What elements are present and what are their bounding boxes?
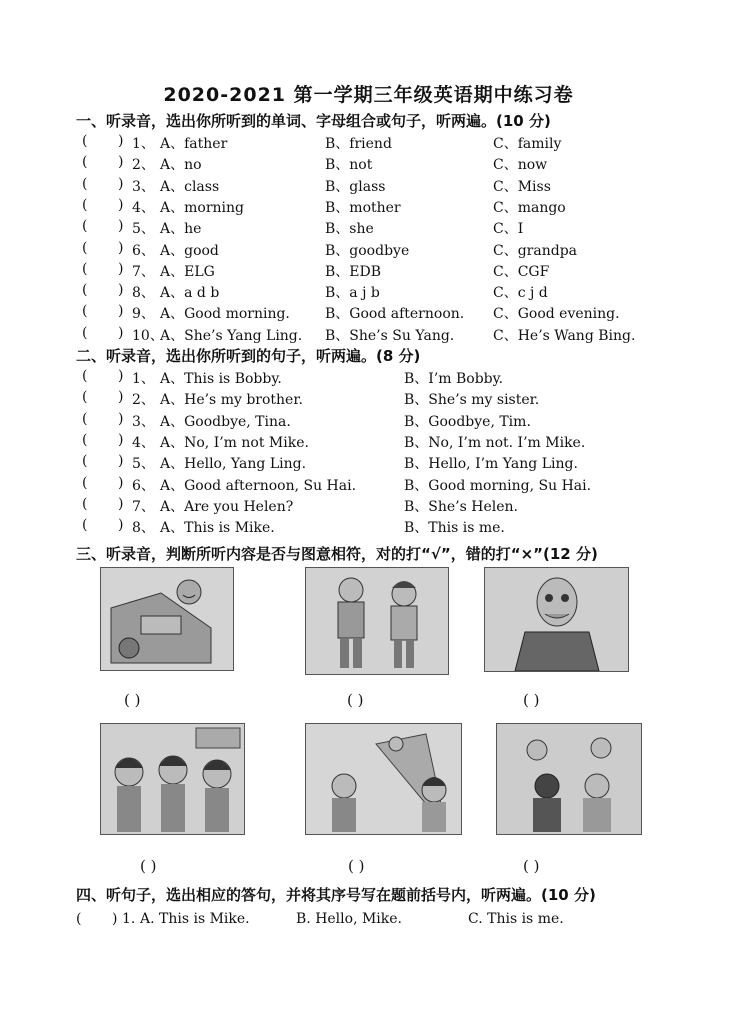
option-b: B、friend [325,136,392,152]
question-number: 2、 [132,392,155,409]
answer-paren-open[interactable]: ( [82,517,88,534]
section2-question-row [0,389,737,409]
question-number: 1、 [132,136,155,152]
option-b: B、Good morning, Su Hai. [404,477,592,494]
answer-paren-close[interactable]: ) [118,410,124,427]
option-a: A、She’s Yang Ling. [160,327,303,344]
answer-blank-2[interactable]: ( ) [347,691,364,709]
option-c: C、He’s Wang Bing. [493,327,636,344]
answer-paren-close[interactable]: ) [118,175,124,192]
option-b: B、EDB [325,263,382,280]
option-c: C、mango [493,199,566,216]
answer-blank-4[interactable]: ( ) [140,857,157,875]
answer-paren-open[interactable]: ( [82,196,88,213]
section1-question-row [0,176,737,196]
section1-question-row [0,218,737,238]
answer-paren-close[interactable]: ) [118,324,124,341]
question-number: 4、 [132,199,155,216]
question-number: 7、 [132,498,155,515]
picture-6-children-playing [496,723,642,835]
option-a: A、This is Bobby. [160,371,282,387]
answer-paren-close[interactable]: ) [118,133,124,149]
section1-question-row [0,325,737,345]
option-c: C、family [493,136,562,152]
section1-question-row [0,240,737,260]
section2-question-row [0,496,737,516]
option-a: A、ELG [160,263,215,280]
option-a: A、morning [160,199,244,216]
answer-paren-open[interactable]: ( [82,389,88,406]
answer-paren-close[interactable]: ) [118,368,124,384]
option-c: C、CGF [493,263,550,280]
question-number: 2、 [132,157,155,174]
answer-paren-close[interactable]: ) [118,389,124,406]
section1-question-row [0,303,737,323]
answer-paren-open[interactable]: ( [82,431,88,448]
answer-paren-open[interactable]: ( [82,282,88,299]
answer-paren-close[interactable]: ) [118,517,124,534]
section2-question-row [0,411,737,431]
answer-paren-close[interactable]: ) [118,303,124,320]
answer-paren-open[interactable]: ( [82,218,88,235]
section1-question-row [0,261,737,281]
option-b: B、she [325,221,374,238]
question-number: 10、 [132,327,164,344]
option-b: B、a j b [325,285,380,302]
picture-4-three-girls [100,723,245,835]
option-b: B、She’s Su Yang. [325,327,455,344]
option-a: A、This is Mike. [160,520,275,537]
answer-paren-open[interactable]: ( [82,303,88,320]
page-title: 2020-2021 第一学期三年级英语期中练习卷 [163,84,574,106]
picture-3-grandpa [484,567,629,672]
question-number: 5、 [132,221,155,238]
answer-paren-open[interactable]: ( [82,453,88,470]
question-number: 6、 [132,477,155,494]
option-b: B、Goodbye, Tim. [404,413,531,430]
question-number: 4、 [132,434,155,451]
answer-paren-close[interactable]: ) [118,196,124,213]
option-b: B、This is me. [404,520,505,537]
question-number: 3、 [132,413,155,430]
question-number: 5、 [132,456,155,473]
section1-question-row [0,282,737,302]
option-b: B、I’m Bobby. [404,371,504,387]
option-b: B、No, I’m not. I’m Mike. [404,434,586,451]
answer-paren-open[interactable]: ( [82,474,88,491]
option-c: C、I [493,221,524,238]
section2-question-row [0,475,737,495]
section1-question-row [0,197,737,217]
answer-paren-close[interactable]: ) [118,453,124,470]
option-b: B、glass [325,178,386,195]
answer-paren-close[interactable]: ) [118,431,124,448]
option-a: A、Are you Helen? [160,498,294,515]
answer-paren-open[interactable]: ( [82,324,88,341]
answer-paren-close[interactable]: ) [118,260,124,277]
option-c: C、grandpa [493,242,577,259]
question-number: 8、 [132,520,155,537]
answer-paren-open[interactable]: ( [82,368,88,384]
option-a: A、Good afternoon, Su Hai. [160,477,357,494]
question-number: 9、 [132,306,155,323]
answer-paren-close[interactable]: ) [118,218,124,235]
option-a: A、Goodbye, Tina. [160,413,291,430]
question-number: 8、 [132,285,155,302]
answer-paren-open[interactable]: ( [82,175,88,192]
option-a: A、Good morning. [160,306,290,323]
answer-paren-close[interactable]: ) [118,154,124,171]
section1-question-row [0,133,737,153]
option-a: A、no [160,157,202,174]
option-b: B、She’s Helen. [404,498,518,515]
section2-heading: 二、听录音，选出你所听到的句子，听两遍。(8 分) [76,347,421,365]
answer-paren-close[interactable]: ) [118,239,124,256]
option-a: A、No, I’m not Mike. [160,434,309,451]
question-number: 6、 [132,242,155,259]
option-a: A、good [160,242,219,259]
answer-blank-5[interactable]: ( ) [348,857,365,875]
section1-heading: 一、听录音，选出你所听到的单词、字母组合或句子，听两遍。(10 分) [76,112,551,130]
picture-5-playground-slide [305,723,462,835]
section2-question-row [0,453,737,473]
option-a: A、Hello, Yang Ling. [160,456,307,473]
option-a: A、He’s my brother. [160,392,303,409]
option-c: C、now [493,157,548,174]
option-a: A、he [160,221,202,238]
answer-paren-open[interactable]: ( [82,495,88,512]
option-a: A、class [160,178,220,195]
picture-1-car-and-sun [100,567,234,671]
question-number: 1、 [132,371,155,387]
option-b: B、mother [325,199,401,216]
answer-blank-1[interactable]: ( ) [124,691,141,709]
answer-paren-open[interactable]: ( [76,911,82,927]
answer-paren-open[interactable]: ( [82,410,88,427]
question-number: 1. [122,911,136,927]
option-b: B、She’s my sister. [404,392,540,409]
answer-paren-close[interactable]: ) [112,911,118,927]
option-b: B、Good afternoon. [325,306,465,323]
answer-paren-open[interactable]: ( [82,133,88,149]
answer-blank-6[interactable]: ( ) [523,857,540,875]
option-a: A. This is Mike. [140,911,250,927]
section2-question-row [0,368,737,388]
option-b: B、goodbye [325,242,410,259]
answer-paren-close[interactable]: ) [118,495,124,512]
option-a: A、a d b [160,285,220,302]
section3-heading: 三、听录音，判断所听内容是否与图意相符，对的打“√”，错的打“×”(12 分) [76,545,598,563]
answer-paren-close[interactable]: ) [118,474,124,491]
question-number: 7、 [132,263,155,280]
section4-heading: 四、听句子，选出相应的答句，并将其序号写在题前括号内，听两遍。(10 分) [76,886,596,904]
option-c: C、c j d [493,285,548,302]
answer-paren-open[interactable]: ( [82,239,88,256]
section2-question-row [0,517,737,537]
option-c: C. This is me. [468,911,564,927]
answer-paren-open[interactable]: ( [82,260,88,277]
option-b: B、Hello, I’m Yang Ling. [404,456,578,473]
question-number: 3、 [132,178,155,195]
option-c: C、Good evening. [493,306,620,323]
section1-question-row [0,154,737,174]
option-b: B、not [325,157,373,174]
option-a: A、father [160,136,228,152]
option-c: C、Miss [493,178,551,195]
answer-paren-close[interactable]: ) [118,282,124,299]
section2-question-row [0,432,737,452]
answer-blank-3[interactable]: ( ) [523,691,540,709]
option-b: B. Hello, Mike. [296,911,402,927]
picture-2-boy-and-girl [305,567,449,675]
answer-paren-open[interactable]: ( [82,154,88,171]
